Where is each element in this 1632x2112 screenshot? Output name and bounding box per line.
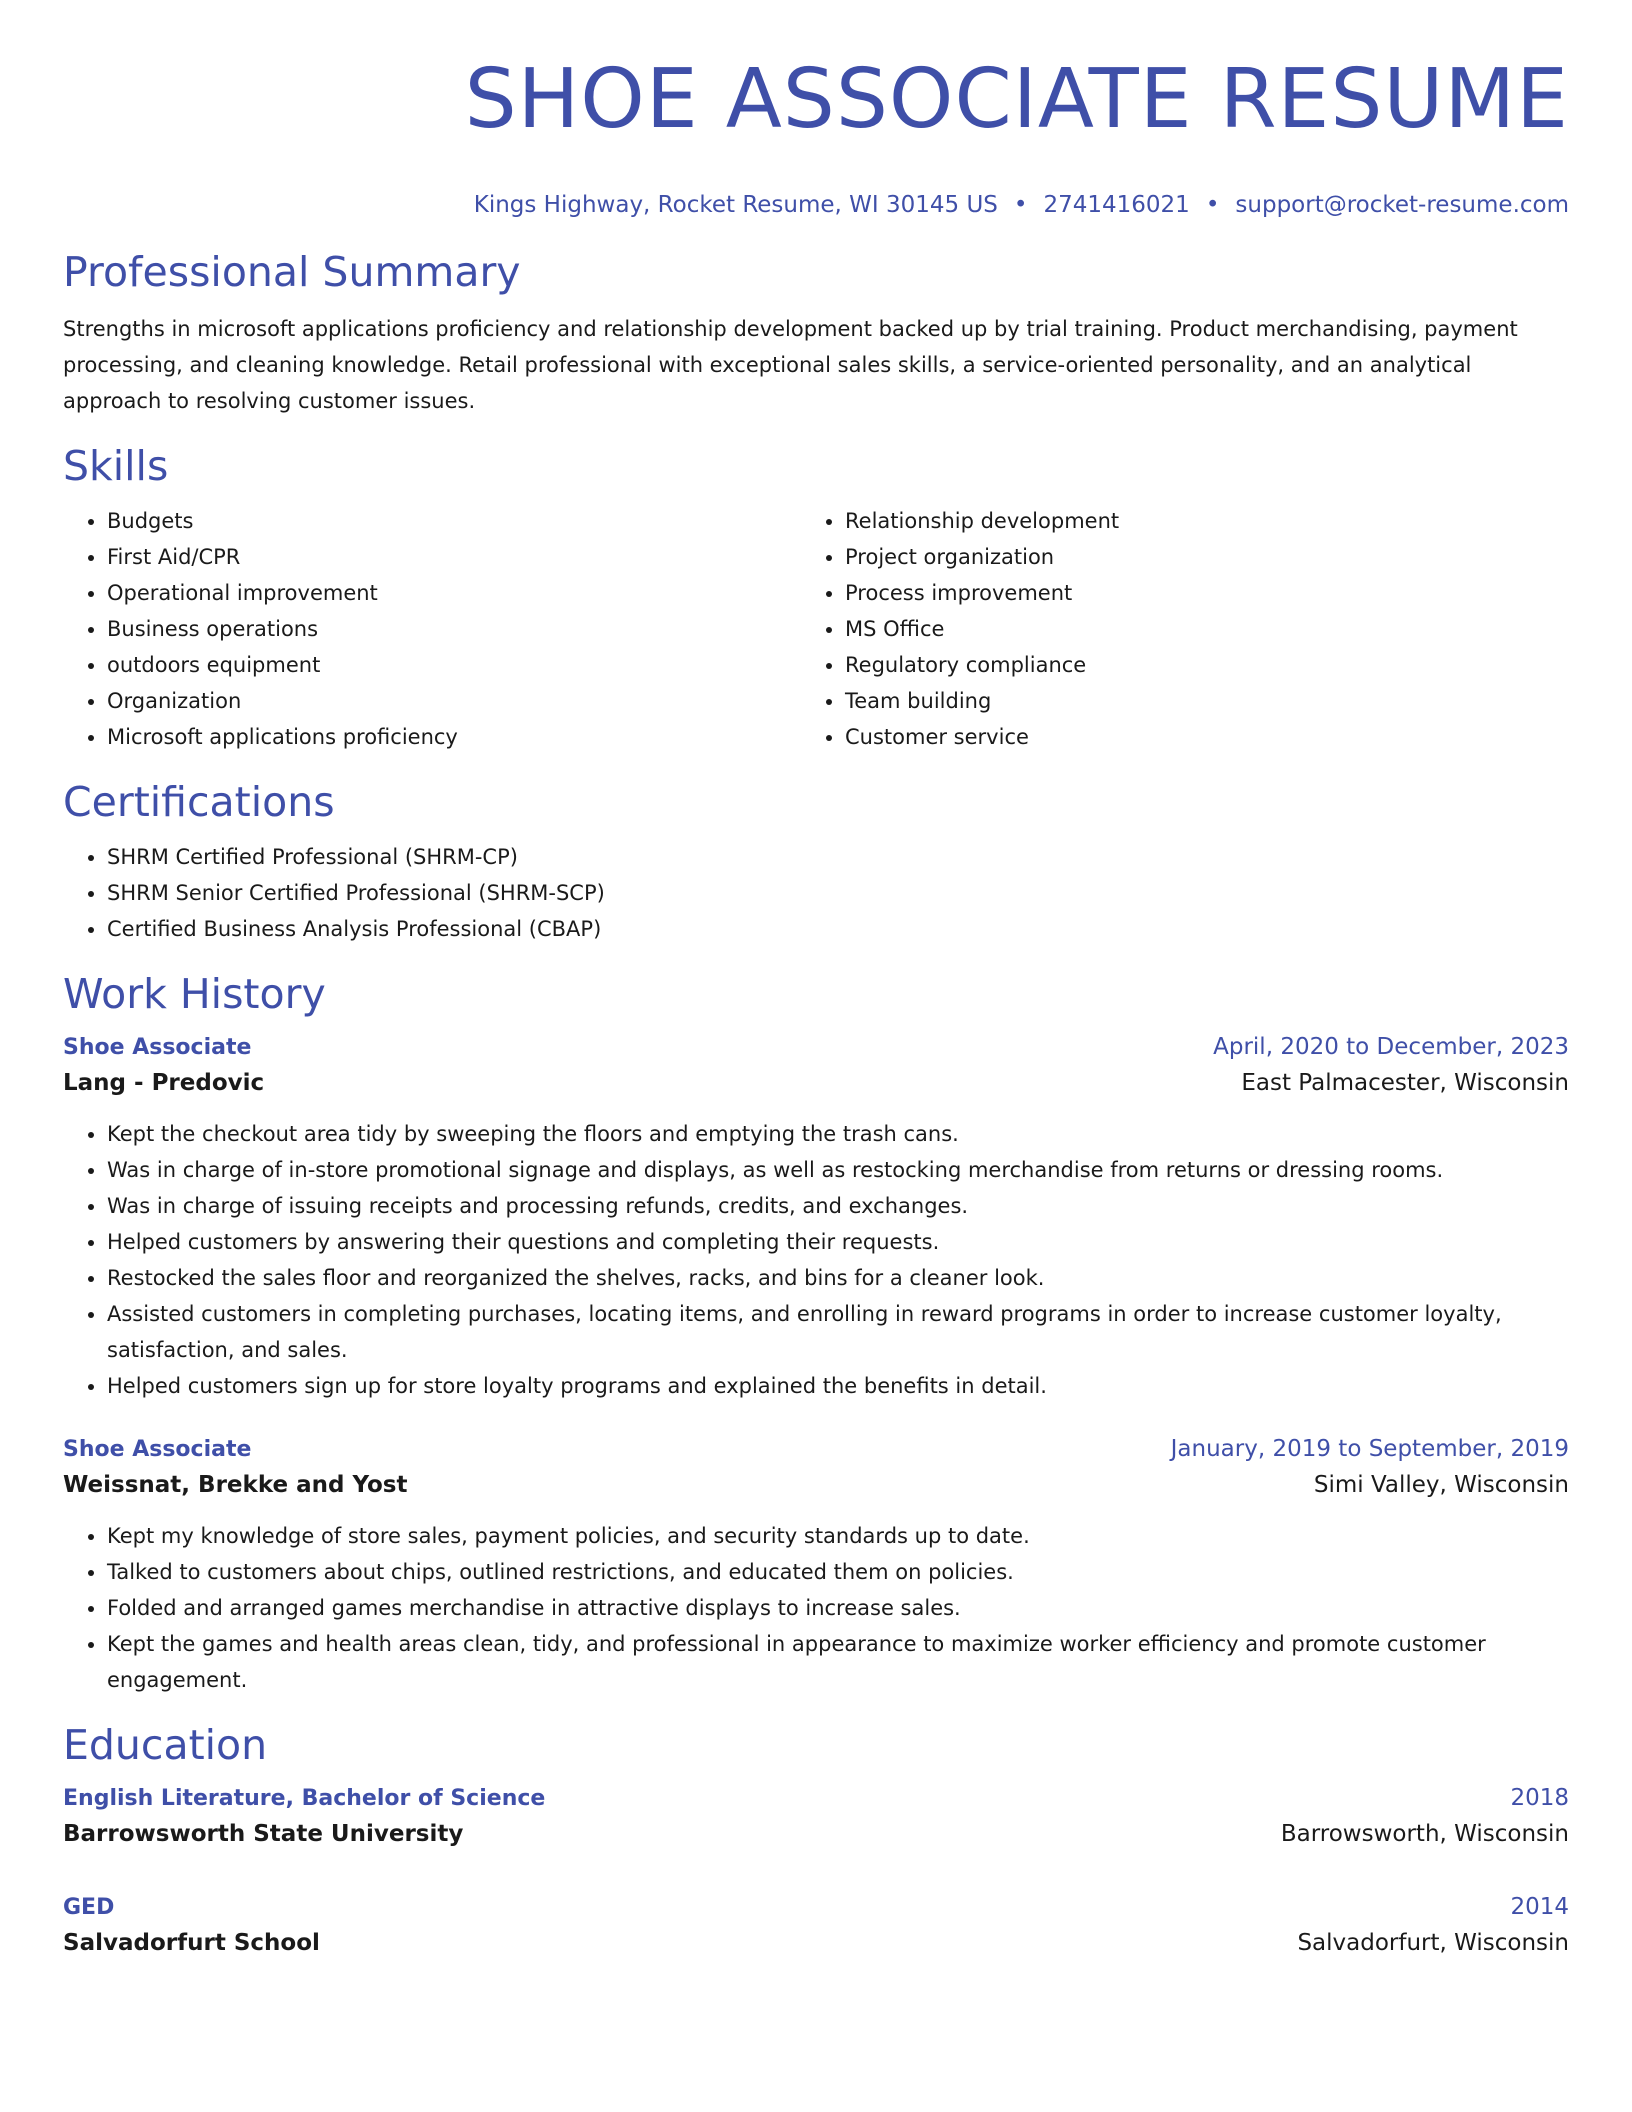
summary-section [63, 247, 1569, 419]
skill-item: • outdoors equipment [107, 647, 801, 683]
skill-item: • First Aid/CPR [107, 539, 801, 575]
resume-title: SHOE ASSOCIATE RESUME [464, 52, 1569, 147]
education-heading: Education [63, 1721, 268, 1769]
work-history-heading: Work History [63, 970, 326, 1018]
job-location: East Palmacester, Wisconsin [1241, 1070, 1569, 1096]
work-history-section [63, 969, 1569, 1698]
job-title: Shoe Associate [63, 1035, 252, 1060]
certifications-heading: Certifications [63, 778, 335, 826]
skill-item: • Customer service [845, 719, 1539, 755]
skills-heading: Skills [63, 442, 169, 490]
skills-column-left [63, 503, 801, 755]
skills-section [63, 441, 1569, 755]
job-entry [63, 1433, 1569, 1698]
education-degree: GED [63, 1895, 115, 1920]
education-school: Barrowsworth State University [63, 1821, 464, 1847]
skill-item: • Regulatory compliance [845, 647, 1539, 683]
job-duty-item: • Assisted customers in completing purchases, locating items, and enrolling in reward programs in order to increase customer loyalty, satisfaction, and sales. [107, 1296, 1569, 1368]
skill-item: • MS Office [845, 611, 1539, 647]
summary-heading: Professional Summary [63, 248, 521, 296]
education-year: 2018 [1510, 1785, 1569, 1811]
job-dates: April, 2020 to December, 2023 [1213, 1034, 1569, 1060]
job-title: Shoe Associate [63, 1437, 252, 1462]
certification-item: • SHRM Certified Professional (SHRM-CP) [107, 839, 1569, 875]
skill-item: • Organization [107, 683, 801, 719]
contact-address: Kings Highway, Rocket Resume, WI 30145 US [473, 192, 998, 218]
skill-item: • Budgets [107, 503, 801, 539]
education-year: 2014 [1510, 1894, 1569, 1920]
resume-header [63, 52, 1569, 220]
job-dates: January, 2019 to September, 2019 [1170, 1436, 1569, 1462]
education-school: Salvadorfurt School [63, 1930, 320, 1956]
job-duty-item: • Was in charge of in-store promotional signage and displays, as well as restocking merchandise from returns or dressing rooms. [107, 1152, 1569, 1188]
job-company: Lang - Predovic [63, 1070, 265, 1096]
job-duty-item: • Was in charge of issuing receipts and processing refunds, credits, and exchanges. [107, 1188, 1569, 1224]
education-degree: English Literature, Bachelor of Science [63, 1786, 546, 1811]
certification-item: • SHRM Senior Certified Professional (SHRM-SCP) [107, 875, 1569, 911]
contact-line [63, 190, 1569, 220]
skill-item: • Process improvement [845, 575, 1539, 611]
job-duty-item: • Kept the checkout area tidy by sweeping the floors and emptying the trash cans. [107, 1116, 1569, 1152]
education-section [63, 1720, 1569, 1962]
education-entry [63, 1891, 1569, 1962]
education-entry [63, 1782, 1569, 1853]
skill-item: • Microsoft applications proficiency [107, 719, 801, 755]
certifications-section [63, 777, 1569, 947]
job-duty-item: • Talked to customers about chips, outlined restrictions, and educated them on policies. [107, 1554, 1569, 1590]
skill-item: • Project organization [845, 539, 1539, 575]
skill-item: • Business operations [107, 611, 801, 647]
contact-email[interactable]: support@rocket-resume.com [1235, 192, 1569, 218]
job-location: Simi Valley, Wisconsin [1313, 1472, 1569, 1498]
job-company: Weissnat, Brekke and Yost [63, 1472, 408, 1498]
contact-phone: 2741416021 [1043, 192, 1190, 218]
skill-item: • Relationship development [845, 503, 1539, 539]
job-duty-item: • Kept the games and health areas clean, tidy, and professional in appearance to maximize worker efficiency and promote customer engagement. [107, 1626, 1569, 1698]
job-duty-item: • Restocked the sales floor and reorganized the shelves, racks, and bins for a cleaner look. [107, 1260, 1569, 1296]
education-location: Salvadorfurt, Wisconsin [1297, 1930, 1569, 1956]
contact-separator: • [1205, 192, 1220, 218]
job-duty-item: • Helped customers by answering their questions and completing their requests. [107, 1224, 1569, 1260]
skill-item: • Team building [845, 683, 1539, 719]
job-duty-item: • Kept my knowledge of store sales, payment policies, and security standards up to date. [107, 1518, 1569, 1554]
summary-text: Strengths in microsoft applications proficiency and relationship development backed up by trial training. Product merchandising, payment processing, and cleaning knowledge. Retail professional with exceptional sales skills, a service-oriented personality, and an analytical approach to resolving customer issues. [63, 317, 1518, 413]
education-location: Barrowsworth, Wisconsin [1280, 1821, 1569, 1847]
job-duty-item: • Helped customers sign up for store loyalty programs and explained the benefits in detail. [107, 1368, 1569, 1404]
skills-columns [63, 503, 1569, 755]
skill-item: • Operational improvement [107, 575, 801, 611]
job-entry [63, 1031, 1569, 1404]
job-duty-item: • Folded and arranged games merchandise in attractive displays to increase sales. [107, 1590, 1569, 1626]
contact-separator: • [1013, 192, 1028, 218]
certification-item: • Certified Business Analysis Professional (CBAP) [107, 911, 1569, 947]
skills-column-right [801, 503, 1539, 755]
